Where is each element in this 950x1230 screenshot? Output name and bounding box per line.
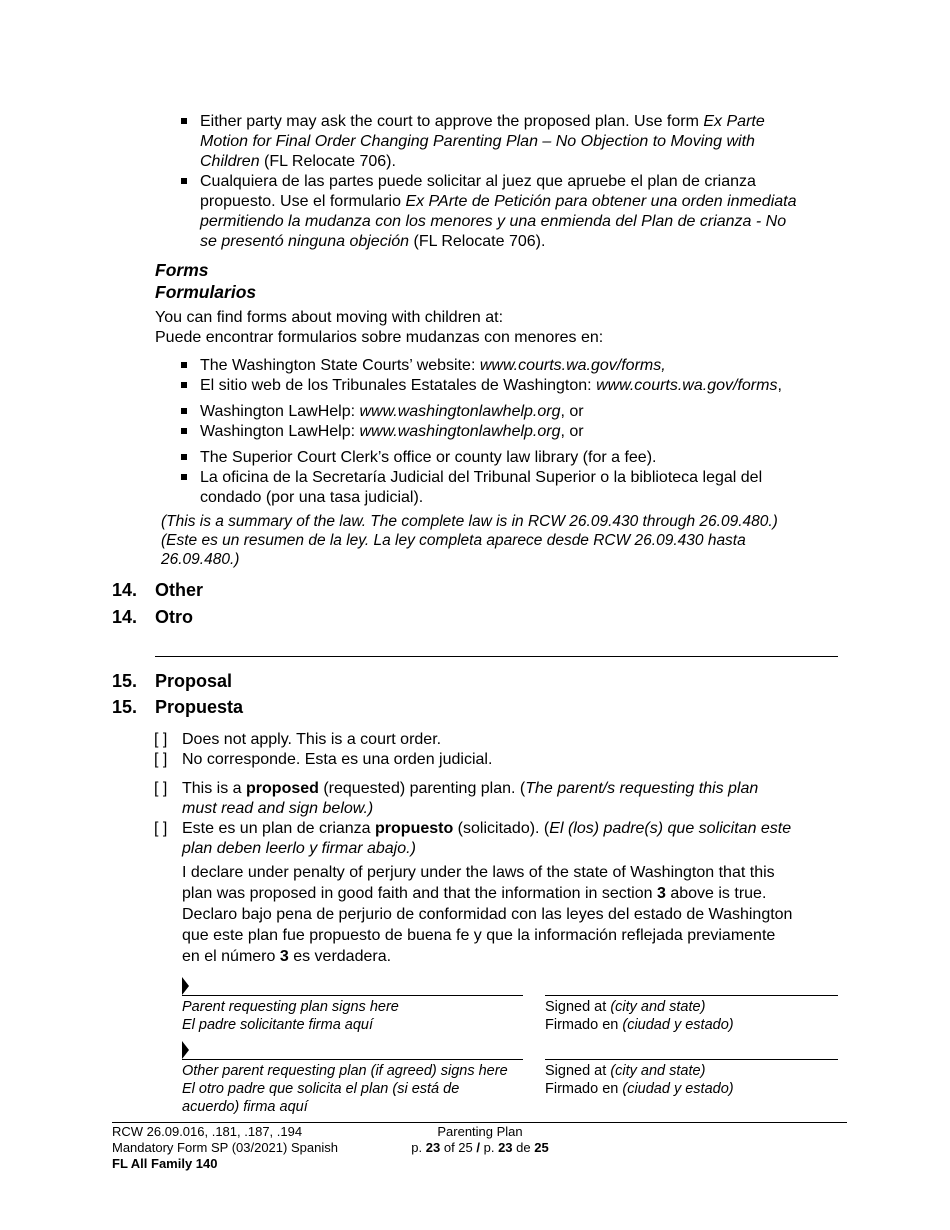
text-run: Ex PArte de Petición para obtener una orden inmediata [405, 193, 797, 210]
bullet-icon [181, 428, 187, 434]
text-line [182, 779, 758, 799]
footer-rcw: RCW 26.09.016, .181, .187, .194 [112, 1124, 303, 1139]
forms-item [200, 402, 584, 422]
footer-left [112, 1124, 338, 1172]
text-run: , [777, 377, 782, 394]
text-run: www.courts.wa.gov/forms, [479, 357, 666, 374]
text-run: 3 [279, 948, 289, 965]
text-line [545, 1016, 734, 1034]
text-line [200, 468, 762, 488]
text-run: (solicitado). ( [453, 820, 550, 837]
bullet-icon [181, 454, 187, 460]
section-14-number: 14. [112, 607, 138, 627]
text-run: acuerdo) firma aquí [182, 1099, 308, 1115]
text-run: 23 [425, 1140, 441, 1155]
text-run: (requested) parenting plan. ( [318, 780, 526, 797]
text-run: Other parent requesting plan (if agreed) signs here [182, 1063, 508, 1079]
text-line [200, 422, 584, 442]
text-line [182, 819, 791, 839]
option-not-apply-es [182, 750, 492, 770]
text-line [182, 946, 792, 967]
text-line [200, 132, 765, 152]
text-line [182, 1016, 399, 1034]
text-run: (city and state) [610, 999, 706, 1015]
text-run: de [512, 1140, 535, 1155]
text-line [200, 448, 656, 468]
text-line [182, 998, 399, 1016]
text-run: above is true. [665, 885, 767, 902]
text-line [182, 730, 441, 750]
text-line [182, 883, 792, 904]
bullet-icon [181, 408, 187, 414]
forms-heading-en: Forms [155, 260, 209, 280]
checkbox-not-apply[interactable]: [ ] [154, 731, 168, 748]
text-run: El otro padre que solicita el plan (si está de [182, 1081, 460, 1097]
text-line [200, 402, 584, 422]
section-15-title-es: Propuesta [155, 697, 244, 717]
text-run: Motion for Final Order Changing Parenting Plan – No Objection to Moving with [200, 133, 755, 150]
text-run: Parent requesting plan signs here [182, 999, 399, 1015]
text-line [200, 212, 797, 232]
footer-divider [112, 1122, 847, 1123]
text-line [182, 925, 792, 946]
text-line [200, 172, 797, 192]
text-line [182, 750, 492, 770]
text-run: The parent/s requesting this plan [525, 780, 759, 797]
text-run: must read and sign below.) [182, 800, 374, 817]
forms-item [200, 376, 782, 396]
text-run: , or [560, 403, 584, 420]
signed-at-line-2[interactable] [545, 1059, 838, 1060]
text-line [182, 839, 791, 859]
text-run: www.washingtonlawhelp.org [359, 423, 561, 440]
text-line [200, 112, 765, 132]
text-run: , or [560, 423, 584, 440]
forms-item [200, 448, 656, 468]
text-run: p. [480, 1140, 499, 1155]
text-run: condado (por una tasa judicial). [200, 489, 424, 506]
text-run: Declaro bajo pena de perjurio de conformidad con las leyes del estado de Washington [182, 906, 793, 923]
footer-page-number [370, 1140, 590, 1156]
text-run: proposed [246, 780, 319, 797]
footer-family: FL All Family 140 [112, 1156, 218, 1171]
parent-signature-label [182, 998, 399, 1034]
parent-signature-line[interactable] [182, 995, 523, 996]
text-run: Signed at [545, 999, 611, 1015]
text-run: Cualquiera de las partes puede solicitar al juez que apruebe el plan de crianza [200, 173, 756, 190]
text-run: (FL Relocate 706). [409, 233, 546, 250]
text-line [200, 152, 765, 172]
text-line [182, 799, 758, 819]
text-run: 25 [534, 1140, 549, 1155]
text-run: Washington LawHelp: [200, 423, 360, 440]
intro-bullet-es [200, 172, 797, 252]
option-not-apply-en [182, 730, 441, 750]
text-run: se presentó ninguna objeción [200, 233, 410, 250]
text-line [200, 232, 797, 252]
forms-intro-es: Puede encontrar formularios sobre mudanzas con menores en: [155, 329, 604, 346]
text-run: Signed at [545, 1063, 611, 1079]
text-line [182, 1098, 508, 1116]
text-run: www.washingtonlawhelp.org [359, 403, 561, 420]
text-line [200, 376, 782, 396]
text-run: The Washington State Courts’ website: [200, 357, 480, 374]
forms-item [200, 422, 584, 442]
bullet-icon [181, 382, 187, 388]
bullet-icon [181, 362, 187, 368]
declaration-text [182, 862, 792, 967]
bullet-icon [181, 178, 187, 184]
text-run: / [476, 1140, 480, 1155]
checkbox-proposed[interactable]: [ ] [154, 780, 168, 797]
text-run: 3 [656, 885, 666, 902]
signed-at-line[interactable] [545, 995, 838, 996]
sign-here-arrow-icon [182, 1041, 189, 1059]
footer-doc-title: Parenting Plan [437, 1124, 523, 1139]
section-14-title-es: Otro [155, 607, 193, 627]
text-run: La oficina de la Secretaría Judicial del Tribunal Superior o la biblioteca legal del [200, 469, 763, 486]
text-run: Este es un plan de crianza [182, 820, 376, 837]
forms-item [200, 468, 762, 508]
option-proposed-en [182, 779, 758, 819]
text-run: Washington LawHelp: [200, 403, 360, 420]
text-line [200, 192, 797, 212]
summary-line: (This is a summary of the law. The complete law is in RCW 26.09.430 through 26.09.480.) [161, 513, 778, 530]
text-run: The Superior Court Clerk’s office or county law library (for a fee). [200, 449, 657, 466]
text-run: This is a [182, 780, 247, 797]
checkbox-not-apply-es[interactable]: [ ] [154, 751, 168, 768]
section-15-number: 15. [112, 671, 138, 691]
text-run: (city and state) [610, 1063, 706, 1079]
forms-item [200, 356, 666, 376]
text-run: (ciudad y estado) [622, 1081, 734, 1097]
text-run: I declare under penalty of perjury under the laws of the state of Washington that this [182, 864, 775, 881]
bullet-icon [181, 474, 187, 480]
text-run: El (los) padre(s) que solicitan este [549, 820, 792, 837]
text-line [182, 904, 792, 925]
text-run: p. [411, 1140, 426, 1155]
other-parent-signature-label [182, 1062, 508, 1116]
text-run: 23 [498, 1140, 513, 1155]
text-run: propuesto [375, 820, 454, 837]
text-run: plan deben leerlo y firmar abajo.) [182, 840, 416, 857]
text-line [182, 1080, 508, 1098]
text-line [545, 1080, 734, 1098]
signed-at-label [545, 998, 734, 1034]
checkbox-proposed-es[interactable]: [ ] [154, 820, 168, 837]
text-run: (FL Relocate 706). [259, 153, 396, 170]
text-line [200, 356, 666, 376]
text-run: es verdadera. [288, 948, 392, 965]
intro-bullet-en [200, 112, 765, 172]
text-line [545, 998, 734, 1016]
law-summary [161, 512, 778, 569]
text-run: propuesto. Use el formulario [200, 193, 406, 210]
forms-intro-en: You can find forms about moving with children at: [155, 309, 504, 326]
sign-here-arrow-icon [182, 977, 189, 995]
text-run: Firmado en [545, 1081, 623, 1097]
text-line [200, 488, 762, 508]
section-14-title-en: Other [155, 580, 204, 600]
section-15-title-en: Proposal [155, 671, 233, 691]
summary-line: 26.09.480.) [161, 551, 240, 568]
text-run: No corresponde. Esta es una orden judicial. [182, 751, 493, 768]
forms-heading-es: Formularios [155, 282, 257, 302]
other-parent-signature-line[interactable] [182, 1059, 523, 1060]
text-run: plan was proposed in good faith and that the information in section [182, 885, 657, 902]
text-run: of 25 [440, 1140, 477, 1155]
footer-form-id: Mandatory Form SP (03/2021) Spanish [112, 1140, 338, 1155]
option-proposed-es [182, 819, 791, 859]
text-line [182, 1062, 508, 1080]
signed-at-label-2 [545, 1062, 734, 1098]
text-run: Either party may ask the court to approve the proposed plan. Use form [200, 113, 704, 130]
text-run: que este plan fue propuesto de buena fe y que la información reflejada previamente [182, 927, 776, 944]
text-run: El padre solicitante firma aquí [182, 1017, 374, 1033]
section-14-number: 14. [112, 580, 138, 600]
text-run: permitiendo la mudanza con los menores y una enmienda del Plan de crianza - No [200, 213, 787, 230]
text-run: (ciudad y estado) [622, 1017, 734, 1033]
text-run: Ex Parte [703, 113, 765, 130]
text-line [182, 862, 792, 883]
text-line [545, 1062, 734, 1080]
summary-line: (Este es un resumen de la ley. La ley completa aparece desde RCW 26.09.430 hasta [161, 532, 746, 549]
bullet-icon [181, 118, 187, 124]
text-run: Firmado en [545, 1017, 623, 1033]
text-run: en el número [182, 948, 280, 965]
section-15-number: 15. [112, 697, 138, 717]
text-run: Children [200, 153, 260, 170]
text-run: El sitio web de los Tribunales Estatales de Washington: [200, 377, 597, 394]
other-input-line[interactable] [155, 656, 838, 657]
text-run: Does not apply. This is a court order. [182, 731, 442, 748]
text-run: www.courts.wa.gov/forms [596, 377, 778, 394]
footer-center [370, 1124, 590, 1156]
